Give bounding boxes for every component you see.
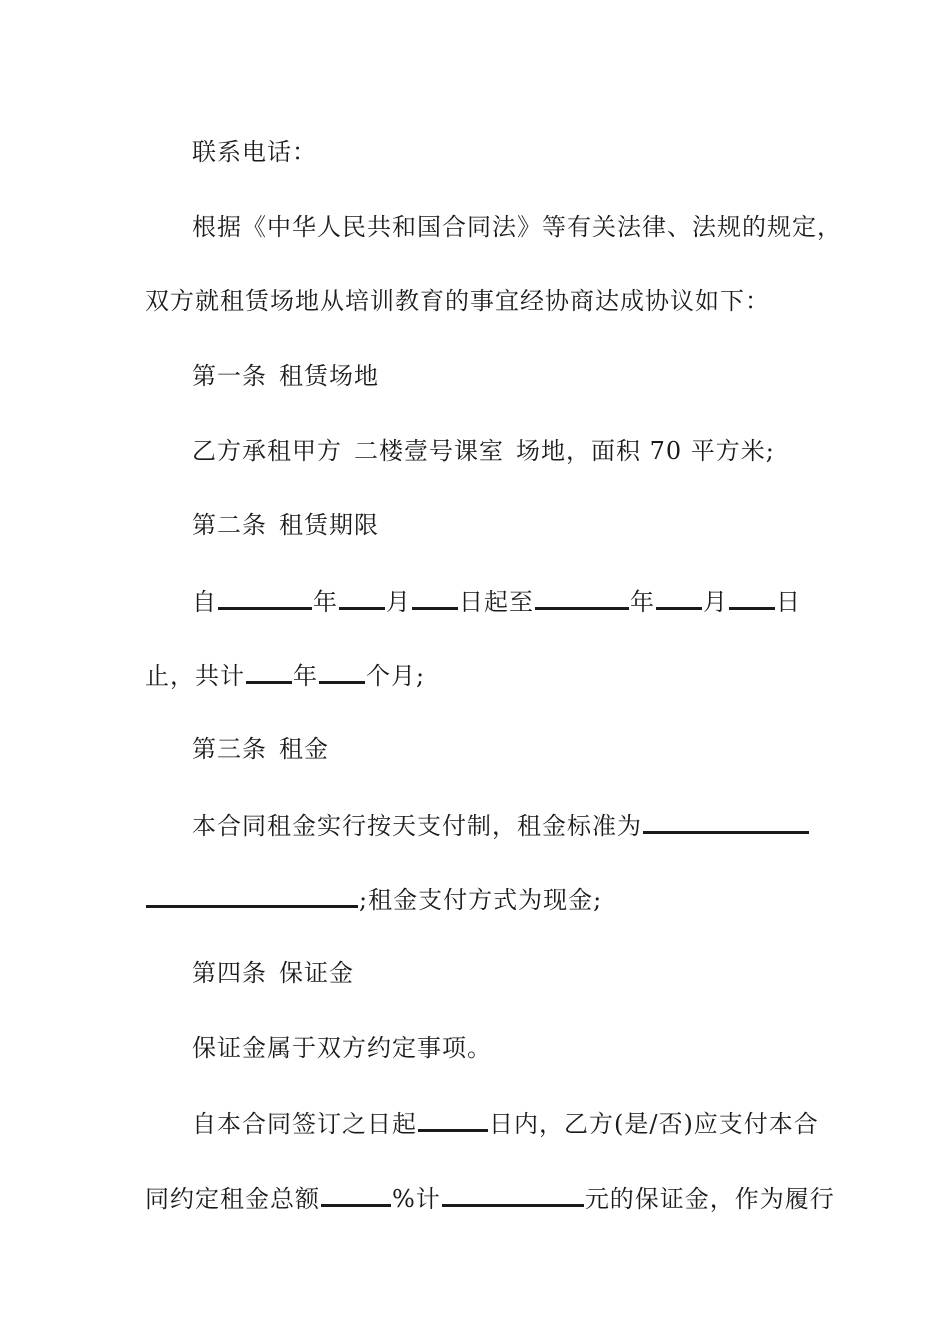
deposit-percent-blank[interactable] <box>321 1182 391 1207</box>
article-3-title: 租金 <box>279 735 329 763</box>
term-text-total: 止，共计 <box>145 662 245 690</box>
term-text-years: 年 <box>293 662 318 690</box>
article-4-title: 保证金 <box>279 959 354 987</box>
deposit-percent-text-b: %计 <box>392 1185 441 1213</box>
end-day-blank[interactable] <box>729 585 775 610</box>
deposit-days-blank[interactable] <box>418 1107 488 1132</box>
preamble-line-1 <box>192 212 842 242</box>
article-4-body-3 <box>145 1182 835 1214</box>
article-3-body-1 <box>192 809 810 841</box>
article-1-heading <box>192 361 379 391</box>
article-4-number: 第四条 <box>192 959 267 987</box>
start-year-blank[interactable] <box>218 585 312 610</box>
article-2-heading <box>192 510 379 540</box>
contact-phone-label: 联系电话： <box>192 138 317 166</box>
article-2-title: 租赁期限 <box>279 511 379 539</box>
article-4-body-1 <box>192 1033 492 1063</box>
preamble-text-1: 根据《中华人民共和国合同法》等有关法律、法规的规定， <box>192 213 842 241</box>
term-text-to: 日起至 <box>459 588 534 616</box>
end-month-blank[interactable] <box>656 585 702 610</box>
start-day-blank[interactable] <box>412 585 458 610</box>
article-1-text-c: 场地，面积 70 平方米; <box>516 437 775 465</box>
article-2-number: 第二条 <box>192 511 267 539</box>
deposit-percent-text-a: 同约定租金总额 <box>145 1185 320 1213</box>
deposit-amount-blank[interactable] <box>442 1182 584 1207</box>
article-1-body <box>192 436 775 466</box>
rent-standard-blank-2[interactable] <box>146 883 358 908</box>
term-text-month-2: 月 <box>703 588 728 616</box>
deposit-days-text-b: 日内，乙方(是/否)应支付本合 <box>489 1110 819 1138</box>
preamble-text-2: 双方就租赁场地从培训教育的事宜经协商达成协议如下： <box>145 287 770 315</box>
total-years-blank[interactable] <box>246 659 292 684</box>
article-4-heading <box>192 958 354 988</box>
article-3-number: 第三条 <box>192 735 267 763</box>
article-4-body-2 <box>192 1107 819 1139</box>
preamble-line-2 <box>145 286 770 316</box>
term-text-from: 自 <box>192 588 217 616</box>
end-year-blank[interactable] <box>535 585 629 610</box>
rent-standard-text: 本合同租金实行按天支付制，租金标准为 <box>192 812 642 840</box>
article-1-title: 租赁场地 <box>279 362 379 390</box>
deposit-amount-text: 元的保证金，作为履行 <box>584 1185 835 1213</box>
article-2-term-line-1 <box>192 585 801 617</box>
deposit-agreement-text: 保证金属于双方约定事项。 <box>192 1034 492 1062</box>
term-text-day-2: 日 <box>776 588 801 616</box>
total-months-blank[interactable] <box>319 659 365 684</box>
rent-payment-text: ;租金支付方式为现金; <box>359 886 603 914</box>
article-1-number: 第一条 <box>192 362 267 390</box>
rent-standard-blank-1[interactable] <box>643 809 809 834</box>
term-text-months: 个月; <box>366 662 426 690</box>
article-2-term-line-2 <box>145 659 425 691</box>
deposit-days-text-a: 自本合同签订之日起 <box>192 1110 417 1138</box>
article-3-body-2 <box>145 883 602 915</box>
term-text-year-2: 年 <box>630 588 655 616</box>
article-1-room: 二楼壹号课室 <box>354 437 504 465</box>
article-3-heading <box>192 734 329 764</box>
article-1-text-a: 乙方承租甲方 <box>192 437 342 465</box>
term-text-month: 月 <box>386 588 411 616</box>
start-month-blank[interactable] <box>339 585 385 610</box>
contact-phone-line <box>192 137 317 167</box>
term-text-year: 年 <box>313 588 338 616</box>
